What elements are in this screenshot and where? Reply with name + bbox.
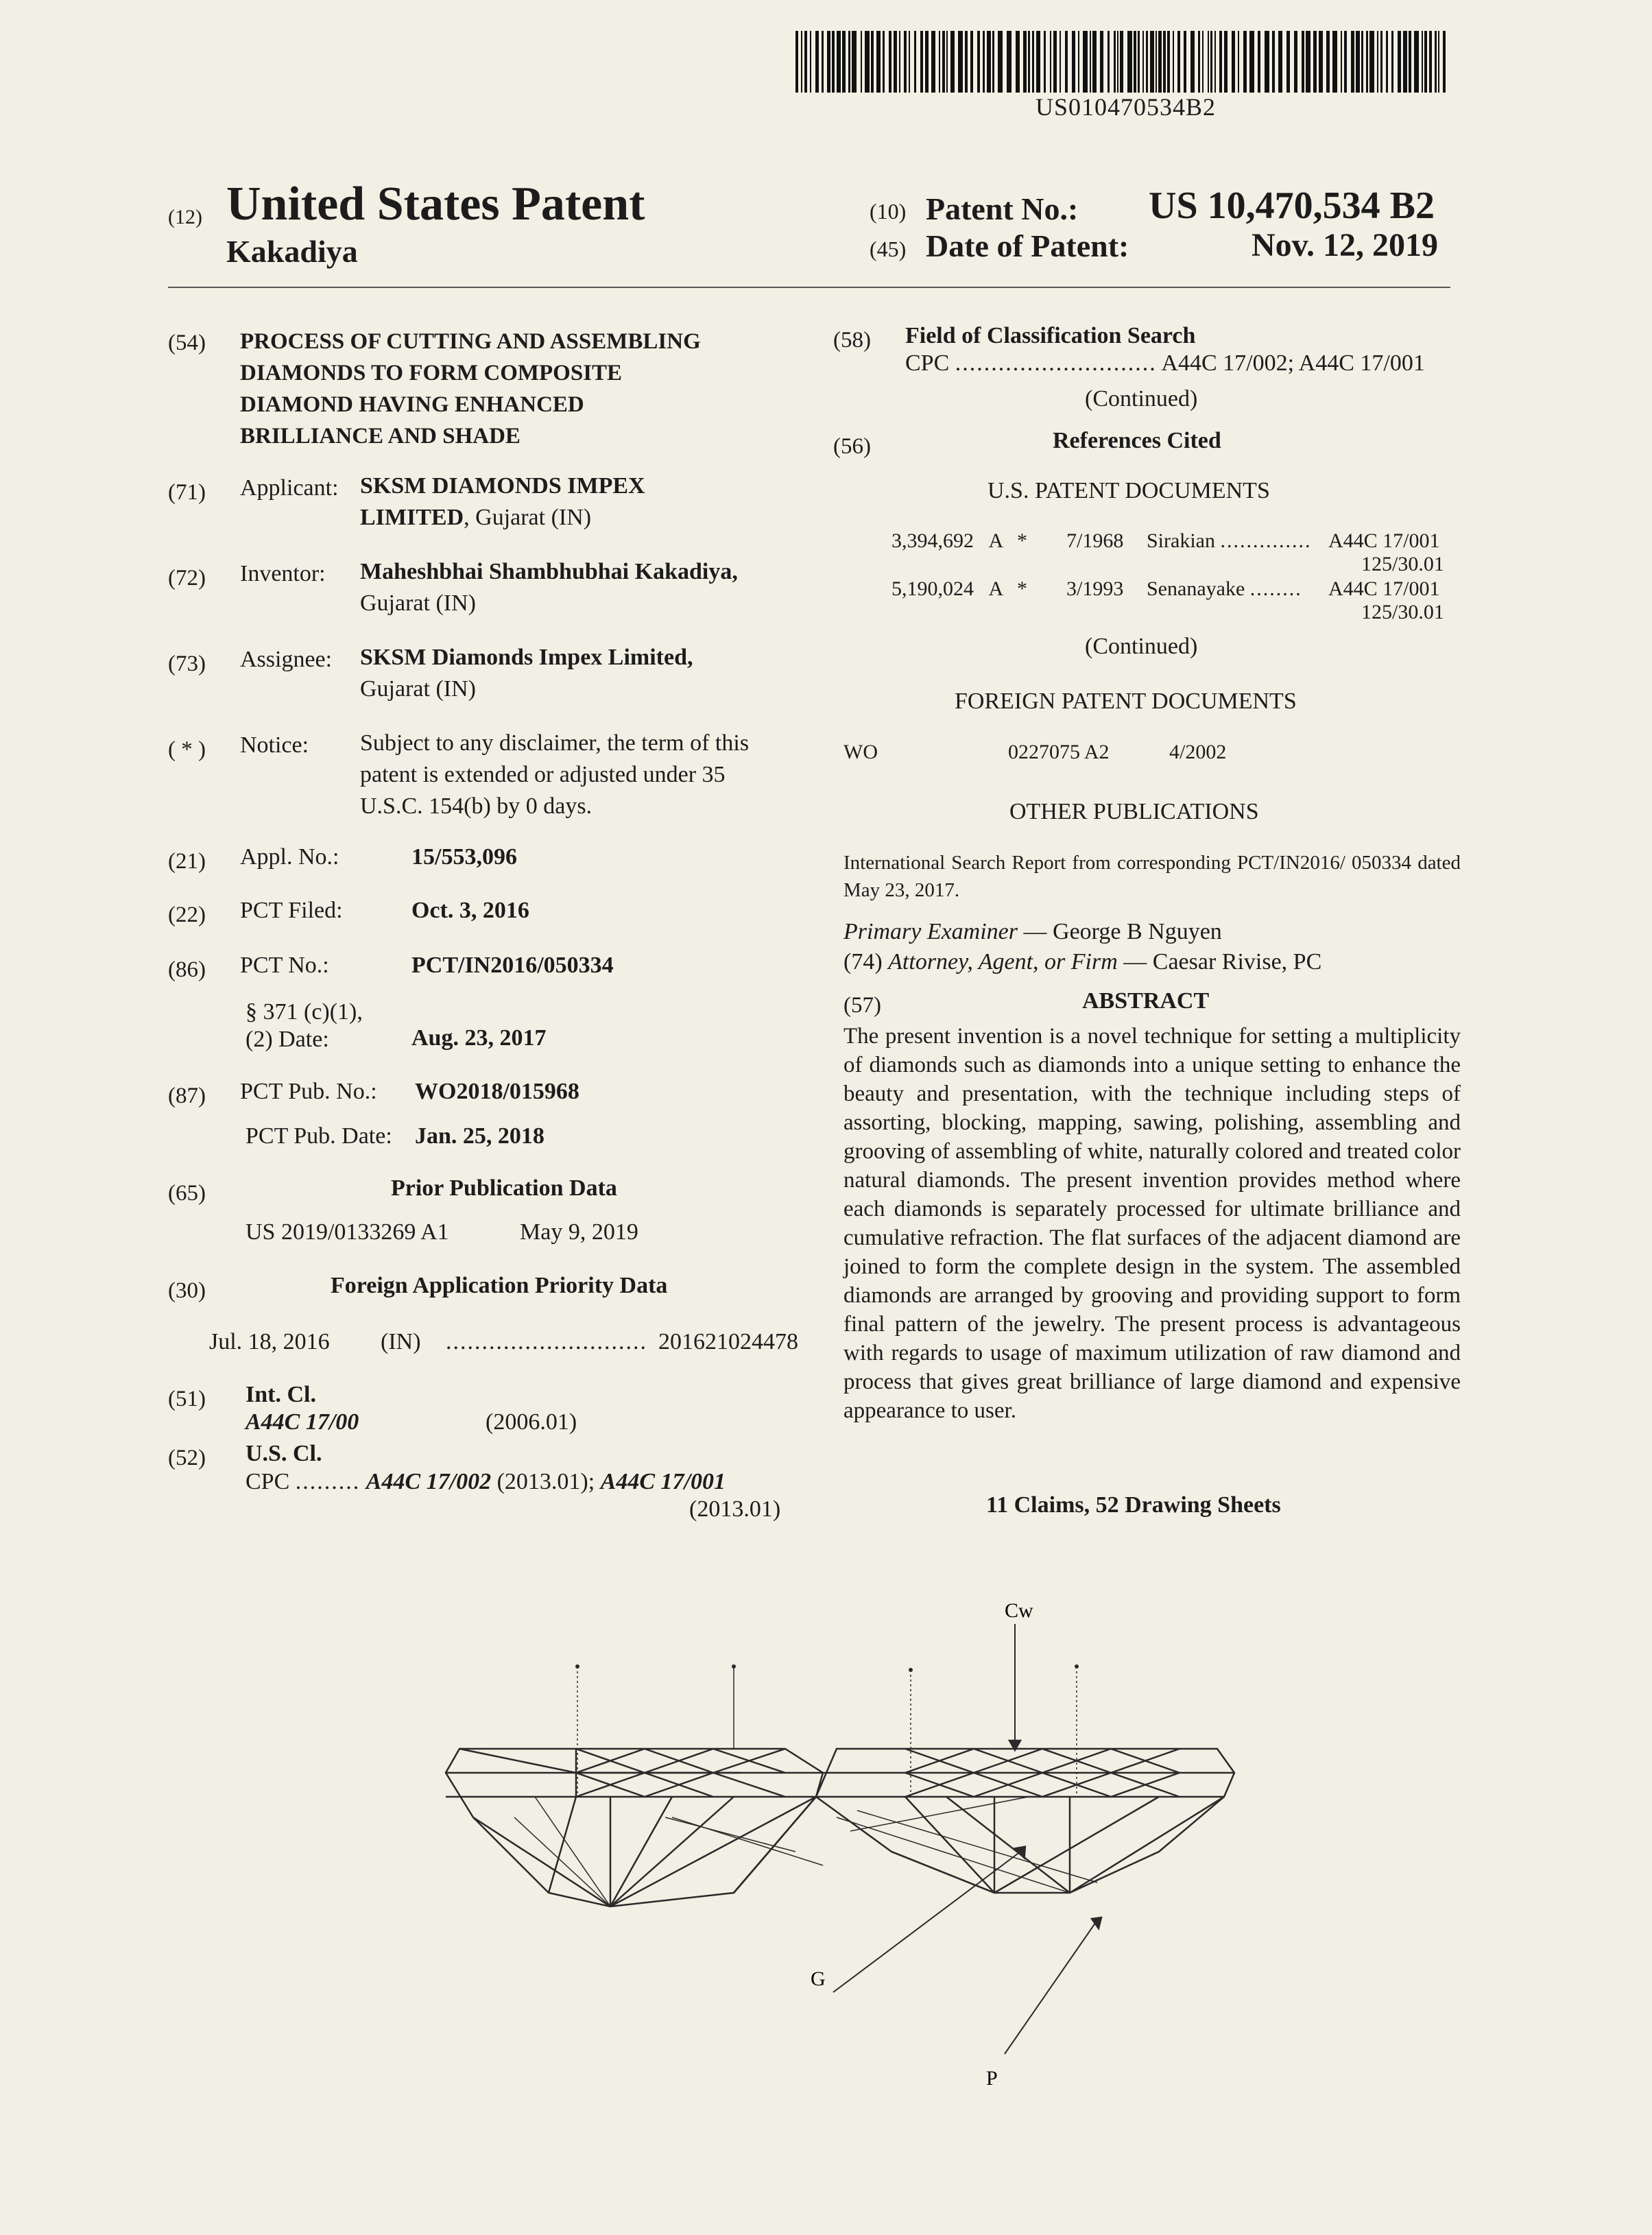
references-continued: (Continued) bbox=[1085, 634, 1198, 659]
reference-name: Sirakian .............. bbox=[1147, 529, 1312, 552]
prior-publication-number: US 2019/0133269 A1 bbox=[246, 1219, 449, 1245]
inventor-surname: Kakadiya bbox=[226, 234, 358, 269]
us-cl-label: U.S. Cl. bbox=[246, 1441, 322, 1466]
371-date-value: Aug. 23, 2017 bbox=[411, 1025, 547, 1051]
foreign-priority-title: Foreign Application Priority Data bbox=[331, 1273, 668, 1298]
appl-no-label: Appl. No.: bbox=[240, 844, 339, 870]
references-cited-title: References Cited bbox=[1053, 428, 1221, 453]
code-30: (30) bbox=[168, 1278, 206, 1303]
other-publications-title: OTHER PUBLICATIONS bbox=[1009, 799, 1259, 824]
reference-class: A44C 17/001 bbox=[1328, 529, 1440, 552]
priority-leader-dots: ............................ bbox=[446, 1329, 647, 1354]
code-56: (56) bbox=[833, 434, 871, 459]
pct-no-label: PCT No.: bbox=[240, 953, 329, 978]
priority-number: 201621024478 bbox=[658, 1329, 798, 1354]
reference-class-2: 125/30.01 bbox=[1361, 601, 1444, 623]
int-cl-class: A44C 17/00 bbox=[246, 1409, 359, 1435]
reference-class: A44C 17/001 bbox=[1328, 577, 1440, 600]
code-65: (65) bbox=[168, 1181, 206, 1206]
barcode-number: US010470534B2 bbox=[1036, 93, 1217, 121]
notice-label: Notice: bbox=[240, 732, 309, 758]
code-71: (71) bbox=[168, 480, 206, 505]
foreign-date: 4/2002 bbox=[1169, 741, 1227, 763]
priority-country: (IN) bbox=[381, 1329, 421, 1354]
claims-summary: 11 Claims, 52 Drawing Sheets bbox=[986, 1492, 1281, 1518]
patent-number: US 10,470,534 B2 bbox=[1149, 184, 1435, 227]
pct-filed-label: PCT Filed: bbox=[240, 898, 343, 923]
reference-row: 5,190,024 A * bbox=[891, 577, 1028, 600]
inventor-label: Inventor: bbox=[240, 561, 326, 586]
attorney: (74) Attorney, Agent, or Firm — Caesar Rivise, PC bbox=[843, 949, 1322, 975]
pct-no-value: PCT/IN2016/050334 bbox=[411, 953, 614, 978]
code-51: (51) bbox=[168, 1387, 206, 1411]
foreign-number: 0227075 A2 bbox=[1008, 741, 1110, 763]
code-58: (58) bbox=[833, 328, 871, 352]
code-54: (54) bbox=[168, 331, 206, 355]
document-title: United States Patent bbox=[226, 178, 645, 230]
applicant-value: SKSM DIAMONDS IMPEX LIMITED, Gujarat (IN) bbox=[360, 473, 645, 530]
patent-no-label: Patent No.: bbox=[926, 191, 1079, 226]
foreign-country: WO bbox=[843, 741, 878, 763]
code-21: (21) bbox=[168, 849, 206, 874]
reference-date: 7/1968 bbox=[1066, 529, 1124, 552]
pct-filed-value: Oct. 3, 2016 bbox=[411, 898, 529, 923]
code-45: (45) bbox=[870, 237, 907, 261]
barcode bbox=[795, 31, 1450, 93]
date-of-patent: Nov. 12, 2019 bbox=[1252, 227, 1439, 263]
code-73: (73) bbox=[168, 652, 206, 676]
section-371: § 371 (c)(1), bbox=[246, 999, 363, 1025]
us-cl-year: (2013.01) bbox=[689, 1496, 781, 1522]
assignee-value: SKSM Diamonds Impex Limited, Gujarat (IN) bbox=[360, 645, 693, 702]
label-cw: Cw bbox=[1005, 1599, 1033, 1622]
reference-row: 3,394,692 A * bbox=[891, 529, 1028, 552]
371-date-label: (2) Date: bbox=[246, 1027, 329, 1052]
code-12: (12) bbox=[168, 206, 202, 228]
reference-class-2: 125/30.01 bbox=[1361, 553, 1444, 575]
code-87: (87) bbox=[168, 1084, 206, 1108]
reference-date: 3/1993 bbox=[1066, 577, 1124, 600]
prior-publication-title: Prior Publication Data bbox=[391, 1175, 617, 1201]
notice-value: Subject to any disclaimer, the term of this patent is extended or adjusted under 35 U.S.C. 154(b) by 0 days. bbox=[360, 730, 750, 819]
label-g: G bbox=[811, 1968, 826, 1990]
int-cl-label: Int. Cl. bbox=[246, 1382, 316, 1407]
code-10: (10) bbox=[870, 199, 907, 224]
code-86: (86) bbox=[168, 957, 206, 982]
pct-pub-date-label: PCT Pub. Date: bbox=[246, 1123, 392, 1149]
foreign-patent-documents-title: FOREIGN PATENT DOCUMENTS bbox=[955, 689, 1297, 714]
header-rule bbox=[168, 287, 1450, 288]
code-notice: ( * ) bbox=[168, 737, 206, 762]
abstract-text: The present invention is a novel technique for setting a multiplicity of diamonds such as diamonds into a unique setting to enhance the beauty and presentation, with the technique including steps of assorting, blocking, mapping, sawing, polishing, assembling and grooving of assembling of white, naturally colored and treated color natural diamonds. The present invention provides method where each diamonds is separately processed for ultimate brilliance and cumulative refraction. The flat surfaces of the adjacent diamond are joined to form the complete design in the system. The assembled diamonds are arranged by grooving and providing support to form final pattern of the jewelry. The present process is advantageous with regards to usage of maximum utilization of raw diamond and process that gives great brilliance of large diamond and expensive appearance to user. bbox=[843, 1024, 1461, 1423]
primary-examiner: Primary Examiner — George B Nguyen bbox=[843, 919, 1222, 944]
assignee-label: Assignee: bbox=[240, 647, 333, 672]
applicant-label: Applicant: bbox=[240, 475, 339, 501]
us-patent-documents-title: U.S. PATENT DOCUMENTS bbox=[987, 478, 1270, 503]
code-57: (57) bbox=[843, 993, 881, 1018]
int-cl-year: (2006.01) bbox=[486, 1409, 577, 1435]
date-of-patent-label: Date of Patent: bbox=[926, 228, 1129, 263]
diamond-figure bbox=[411, 1591, 1248, 2099]
us-cl-line: CPC ......... A44C 17/002 (2013.01); A44C 17/001 bbox=[246, 1469, 726, 1494]
classification-search-cpc: CPC ............................ A44C 17/002; A44C 17/001 bbox=[905, 350, 1425, 376]
code-72: (72) bbox=[168, 566, 206, 590]
other-publication-text: International Search Report from corresponding PCT/IN2016/ 050334 dated May 23, 2017. bbox=[843, 852, 1461, 901]
appl-no-value: 15/553,096 bbox=[411, 844, 517, 870]
classification-search-title: Field of Classification Search bbox=[905, 323, 1196, 348]
prior-publication-date: May 9, 2019 bbox=[520, 1219, 638, 1245]
pct-pub-no-label: PCT Pub. No.: bbox=[240, 1079, 377, 1104]
pct-pub-no-value: WO2018/015968 bbox=[415, 1079, 579, 1104]
invention-title: PROCESS OF CUTTING AND ASSEMBLING DIAMONDS TO FORM COMPOSITE DIAMOND HAVING ENHANCED BRILLIANCE AND SHADE bbox=[240, 329, 701, 449]
classification-continued: (Continued) bbox=[1085, 386, 1198, 411]
inventor-value: Maheshbhai Shambhubhai Kakadiya, Gujarat (IN) bbox=[360, 559, 738, 616]
reference-name: Senanayake ........ bbox=[1147, 577, 1302, 600]
abstract-title: ABSTRACT bbox=[1082, 988, 1210, 1014]
code-22: (22) bbox=[168, 903, 206, 927]
code-52: (52) bbox=[168, 1446, 206, 1470]
label-p: P bbox=[986, 2067, 998, 2090]
pct-pub-date-value: Jan. 25, 2018 bbox=[415, 1123, 544, 1149]
priority-date: Jul. 18, 2016 bbox=[209, 1329, 330, 1354]
